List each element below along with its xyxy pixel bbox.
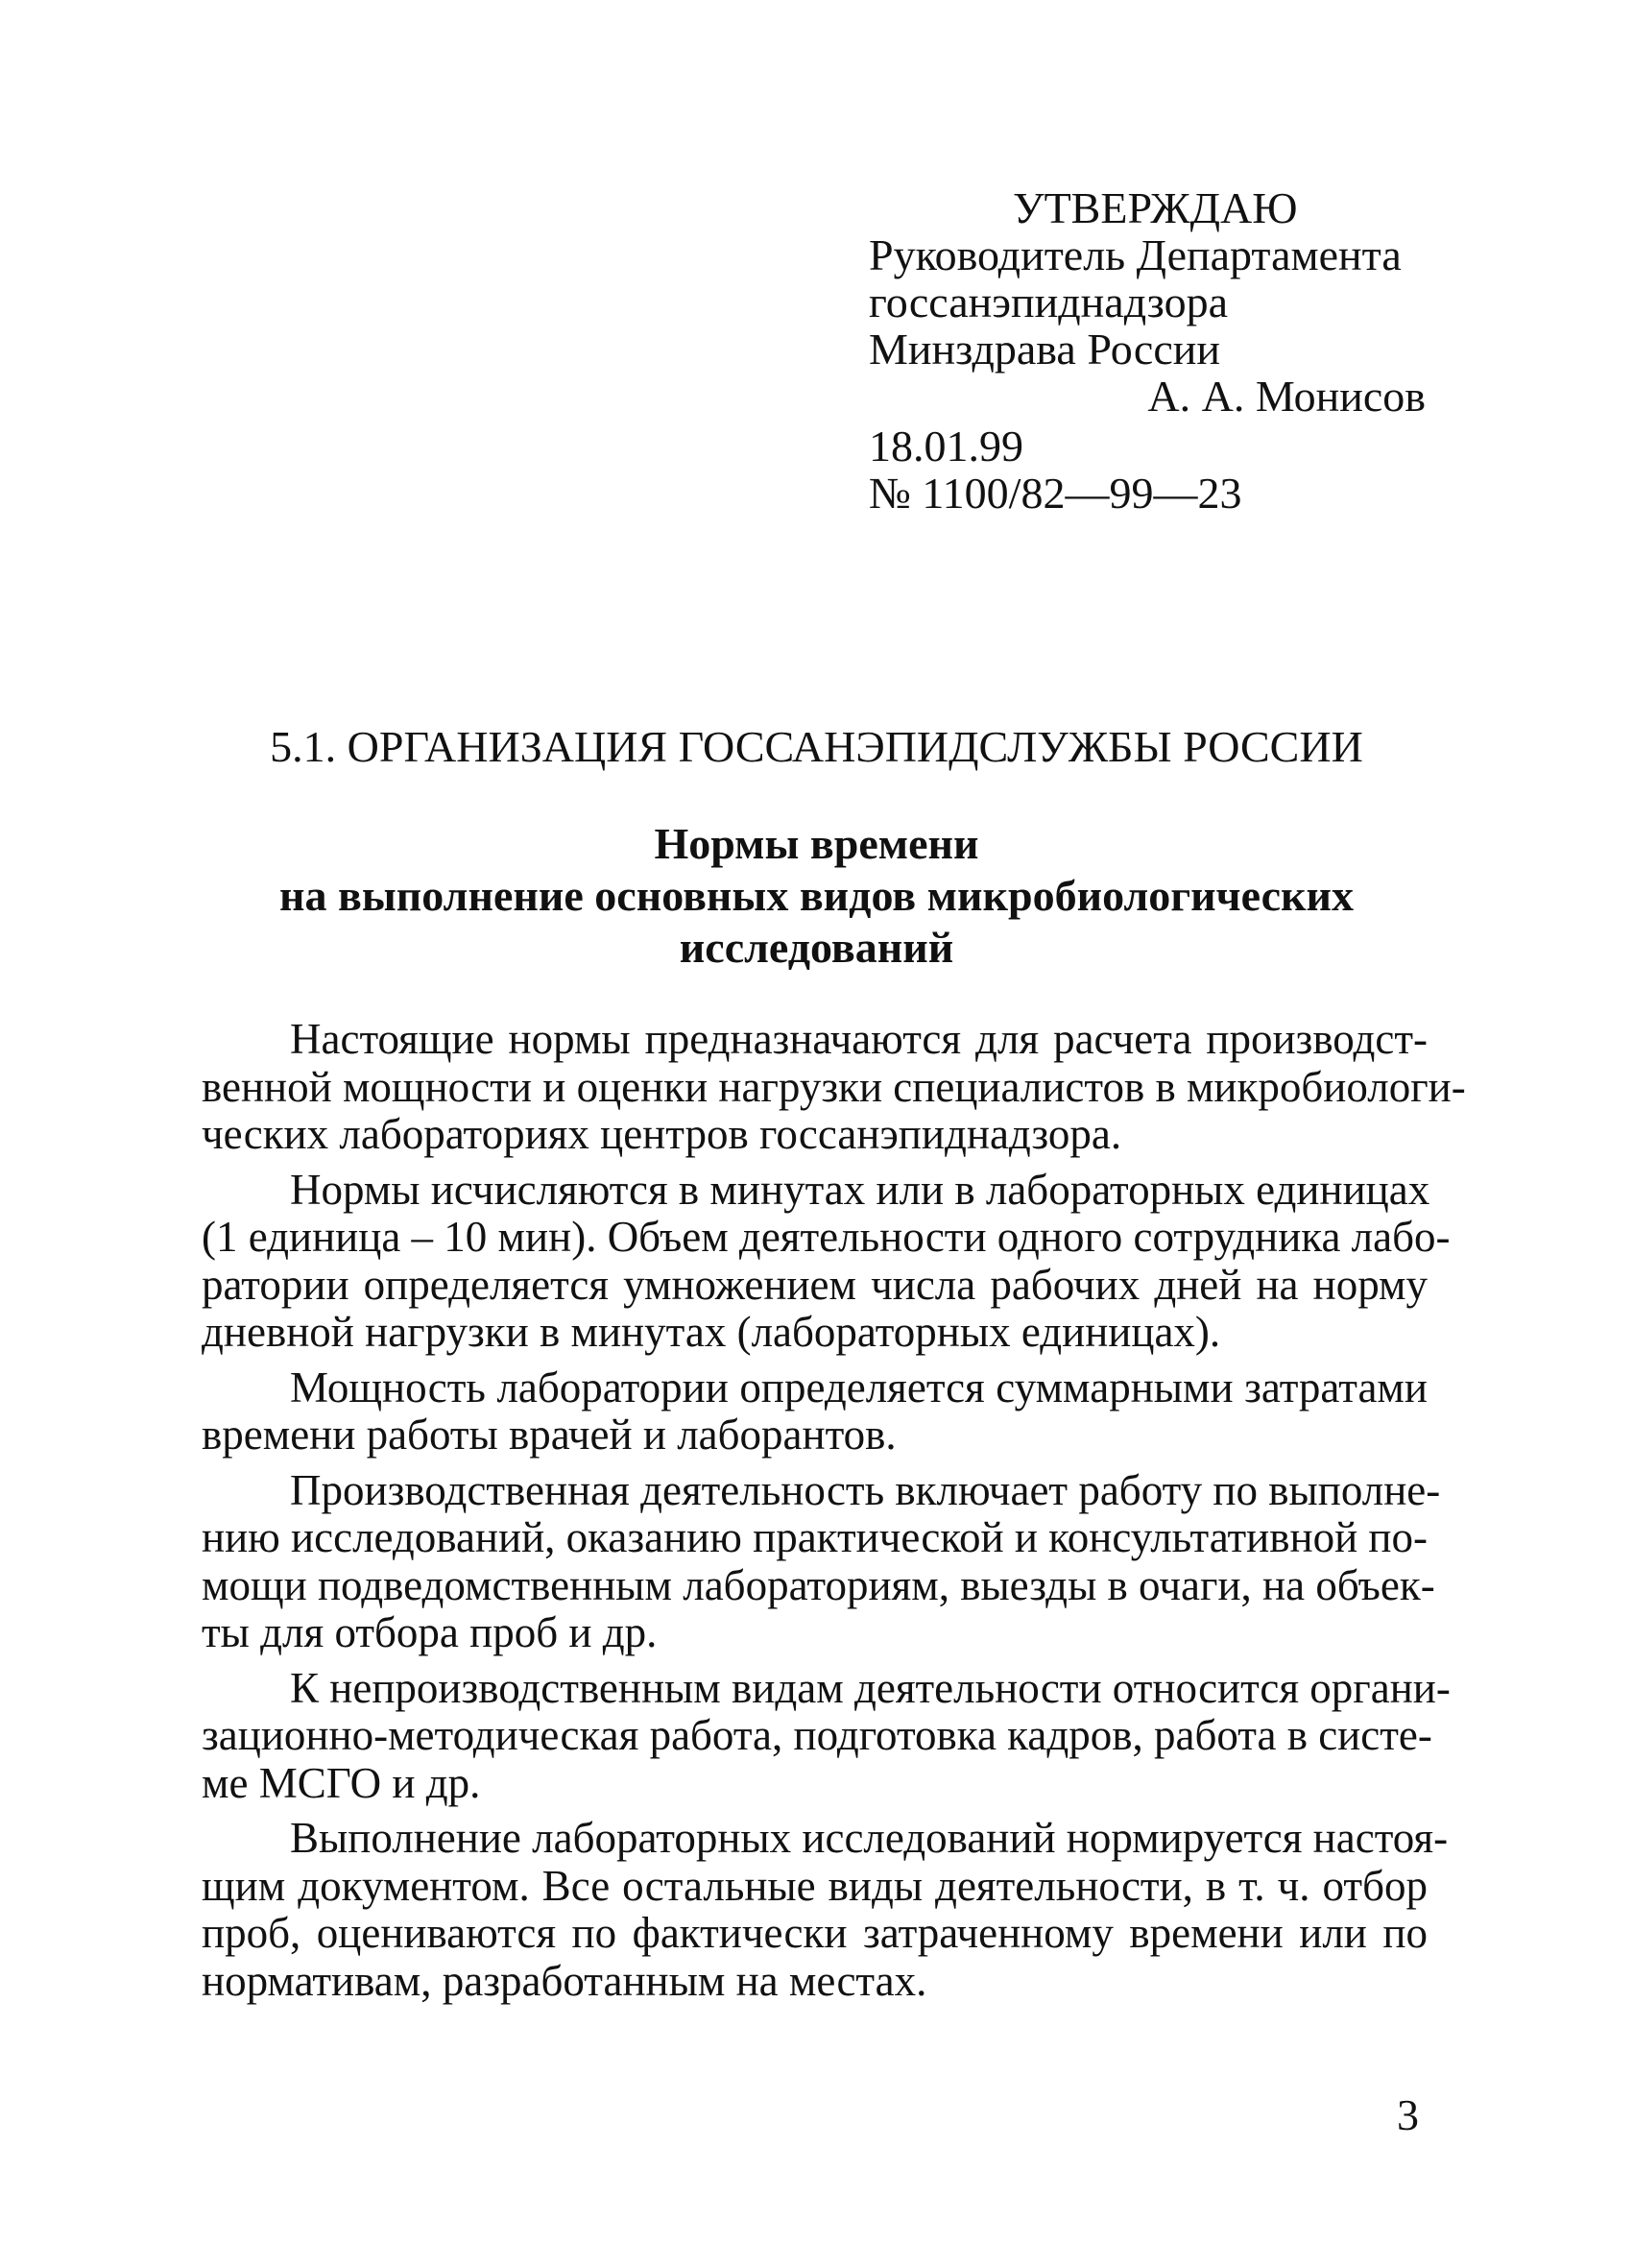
document-title-line: на выполнение основных видов микробиологических [278,871,1355,920]
text-line: Настоящие нормы предназначаются для расчета производст- [290,1015,1428,1063]
paragraph [202,1015,1466,1159]
text-line: ты для отбора проб и др. [202,1608,658,1656]
text-line: мощи подведомственным лабораториям, выезды в очаги, на объек- [202,1560,1435,1609]
text-line: щим документом. Все остальные виды деятельности, в т. ч. отбор [202,1861,1428,1910]
document-title [0,818,1633,974]
text-line: проб, оцениваются по фактически затраченному времени или по [202,1909,1428,1957]
approver-position-line: Руководитель Департамента [869,230,1402,279]
text-line: Выполнение лабораторных исследований нормируется настоя- [290,1814,1449,1862]
approver-name: А. А. Монисов [1147,372,1426,421]
page-number: 3 [1397,2090,1419,2139]
text-line: времени работы врачей и лаборантов. [202,1411,897,1459]
document-title-line: Нормы времени [654,819,979,868]
document-title-line: исследований [679,923,954,972]
approval-number: № 1100/82—99—23 [869,469,1242,518]
text-line: нормативам, разработанным на местах. [202,1956,927,2005]
text-line: ратории определяется умножением числа рабочих дней на норму [202,1260,1428,1309]
paragraph [202,1663,1451,1808]
text-line: дневной нагрузки в минутах (лабораторных единицах). [202,1308,1221,1356]
text-line: Мощность лаборатории определяется суммарными затратами [290,1363,1428,1411]
text-line: зационно-методическая работа, подготовка кадров, работа в систе- [202,1711,1432,1759]
text-line: ческих лабораториях центров госсанэпиднадзора. [202,1110,1122,1158]
approver-position-line: госсанэпиднадзора [869,277,1228,326]
approver-position-line: Минздрава России [869,325,1220,374]
body-text [202,1015,1466,2013]
section-title: 5.1. ОРГАНИЗАЦИЯ ГОССАНЭПИДСЛУЖБЫ РОССИИ [270,722,1363,771]
paragraph [202,1814,1449,2005]
paragraph [202,1364,1428,1460]
text-line: венной мощности и оценки нагрузки специалистов в микробиологи- [202,1062,1466,1111]
text-line: Нормы исчисляются в минутах или в лабораторных единицах [290,1165,1430,1214]
text-line: Производственная деятельность включает работу по выполне- [290,1465,1441,1514]
text-line: К непроизводственным видам деятельности относится органи- [290,1663,1451,1712]
approval-date: 18.01.99 [869,422,1023,470]
approval-heading: УТВЕРЖДАЮ [1013,183,1298,232]
text-line: нию исследований, оказанию практической и консультативной по- [202,1513,1428,1561]
paragraph [202,1165,1451,1357]
text-line: (1 единица – 10 мин). Объем деятельности одного сотрудника лабо- [202,1213,1451,1261]
text-line: ме МСГО и др. [202,1758,481,1807]
paragraph [202,1465,1441,1657]
approval-block [869,184,1445,517]
